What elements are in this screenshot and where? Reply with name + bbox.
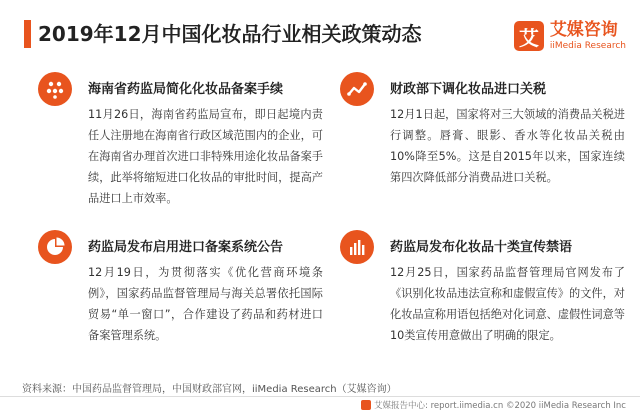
footer-logo-icon — [361, 400, 371, 410]
brand-name-en: iiMedia Research — [549, 40, 626, 51]
card-body: 12月1日起，国家将对三大领域的消费品关税进行调整。唇膏、眼影、香水等化妆品关税由10%降至5%。这是自2015年以来，国家连续第四次降低部分消费品进口关税。 — [390, 108, 625, 184]
policy-card-tariff — [340, 72, 630, 222]
card-title: 海南省药监局简化化妆品备案手续 — [88, 82, 284, 97]
trend-line-icon — [340, 72, 374, 106]
pie-chart-icon — [38, 230, 72, 264]
card-title: 财政部下调化妆品进口关税 — [390, 82, 547, 97]
card-body: 12月19日，为贯彻落实《优化营商环境条例》，国家药品监督管理局与海关总署依托国际贸易“单一窗口”，合作建设了药品和药材进口备案管理系统。 — [88, 266, 323, 342]
source-note: 资料来源：中国药品监督管理局，中国财政部官网，iiMedia Research（艾媒咨询） — [22, 384, 397, 395]
footer-bar — [361, 399, 626, 411]
footer-divider — [0, 396, 640, 397]
card-body: 11月26日，海南省药监局宣布，即日起境内责任人注册地在海南省行政区域范围内的企业，可在海南省办理首次进口非特殊用途化妆品备案手续，此举将缩短进口化妆品的审批时间，提高产品进口上市效率。 — [88, 108, 323, 205]
policy-card-hainan — [38, 72, 328, 222]
card-body: 12月25日，国家药品监督管理局官网发布了《识别化妆品违法宣称和虚假宣传》的文件，对化妆品宣称用语包括绝对化词意、虚假性词意等10类宣传用意做出了明确的限定。 — [390, 266, 625, 342]
title-accent-bar — [24, 20, 31, 48]
brand-name-cn: 艾媒咨询 — [549, 19, 618, 40]
card-title: 药监局发布启用进口备案系统公告 — [88, 240, 284, 255]
dots-grid-icon — [38, 72, 72, 106]
policy-card-import-system — [38, 230, 328, 375]
card-title: 药监局发布化妆品十类宣传禁语 — [390, 240, 573, 255]
policy-card-ad-ban — [340, 230, 630, 375]
bar-chart-icon — [340, 230, 374, 264]
footer-bar-text: 艾媒报告中心: report.iimedia.cn ©2020 iiMedia Research Inc — [374, 401, 626, 411]
brand-logo-icon: 艾 — [514, 21, 544, 51]
page-title: 2019年12月中国化妆品行业相关政策动态 — [38, 22, 422, 46]
brand-text — [549, 19, 626, 51]
brand-logo — [514, 16, 626, 56]
